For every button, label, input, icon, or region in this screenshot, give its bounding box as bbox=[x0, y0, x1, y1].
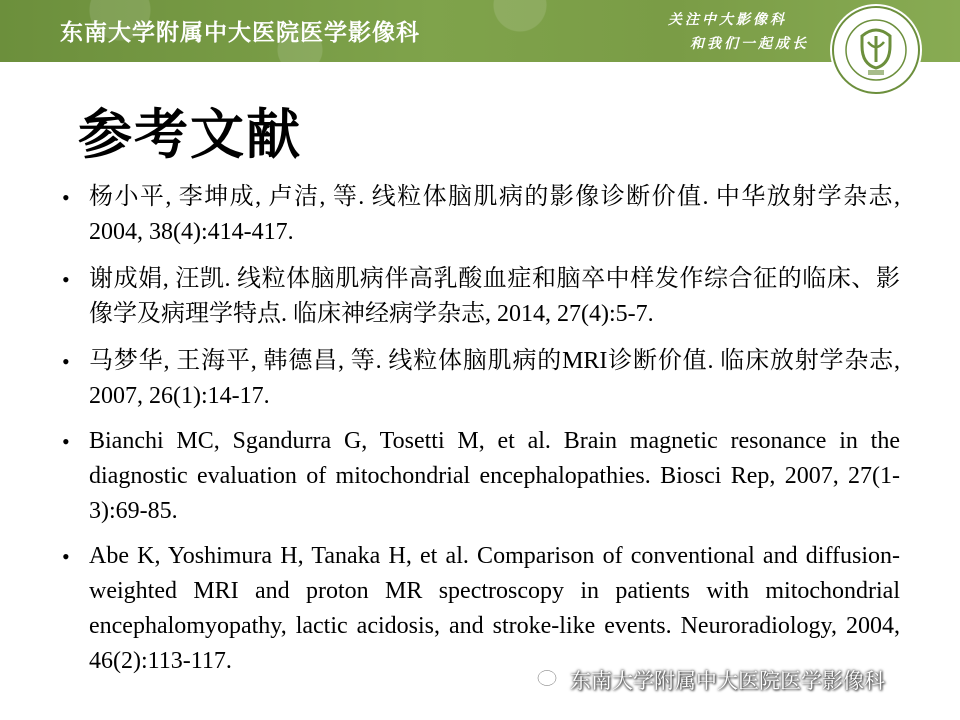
reference-list bbox=[60, 180, 900, 679]
header-slogan bbox=[668, 8, 818, 56]
reference-text: 杨小平, 李坤成, 卢洁, 等. 线粒体脑肌病的影像诊断价值. 中华放射学杂志, 2004, 38(4):414-417. bbox=[89, 184, 900, 245]
page-title: 参考文献 bbox=[78, 103, 302, 166]
slogan-line-1: 关注中大影像科 bbox=[668, 12, 787, 28]
bullet: • bbox=[62, 267, 70, 292]
reference-item bbox=[60, 539, 900, 679]
reference-text: 马梦华, 王海平, 韩德昌, 等. 线粒体脑肌病的MRI诊断价值. 临床放射学杂志, 2007, 26(1):14-17. bbox=[89, 348, 900, 409]
watermark bbox=[536, 664, 885, 696]
bullet: • bbox=[62, 185, 70, 210]
bullet: • bbox=[62, 544, 70, 569]
slogan-line-2: 和我们一起成长 bbox=[690, 36, 809, 52]
reference-text: Abe K, Yoshimura H, Tanaka H, et al. Comparison of conventional and diffusion-weighted MRI and proton MR spectroscopy in patients with mitochondrial encephalomyopathy, lactic acidosis, and stroke-like events. Neuroradiology, 2004, 46(2):113-117. bbox=[89, 543, 900, 674]
header-banner bbox=[0, 0, 960, 62]
hospital-logo-icon bbox=[828, 2, 924, 98]
bullet: • bbox=[62, 349, 70, 374]
reference-item bbox=[60, 180, 900, 250]
reference-item bbox=[60, 262, 900, 332]
bullet: • bbox=[62, 429, 70, 454]
reference-text: Bianchi MC, Sgandurra G, Tosetti M, et al. Brain magnetic resonance in the diagnostic evaluation of mitochondrial encephalopathies. Biosci Rep, 2007, 27(1-3):69-85. bbox=[89, 428, 900, 524]
reference-item bbox=[60, 424, 900, 529]
watermark-text: 东南大学附属中大医院医学影像科 bbox=[570, 669, 885, 693]
wechat-icon bbox=[536, 666, 564, 694]
reference-text: 谢成娟, 汪凯. 线粒体脑肌病伴高乳酸血症和脑卒中样发作综合征的临床、影像学及病理学特点. 临床神经病学杂志, 2014, 27(4):5-7. bbox=[89, 266, 900, 327]
header-title: 东南大学附属中大医院医学影像科 bbox=[60, 20, 420, 46]
reference-item bbox=[60, 344, 900, 414]
